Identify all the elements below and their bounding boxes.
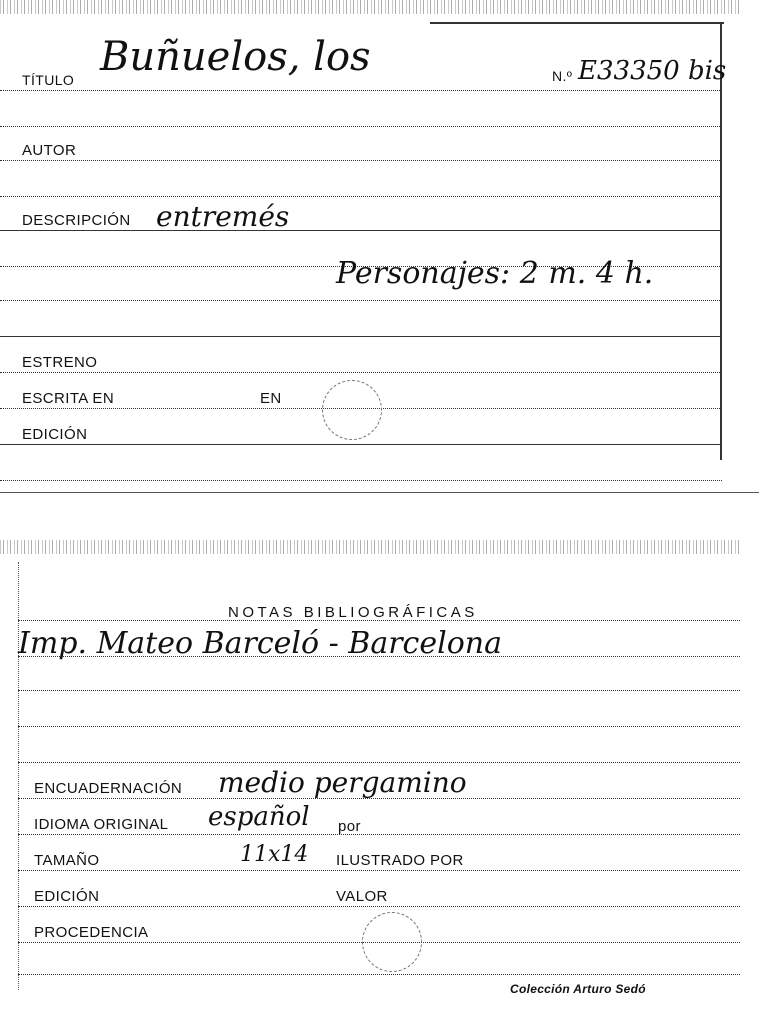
- rule-descripcion: [0, 230, 722, 231]
- tamano-label: TAMAÑO: [34, 852, 100, 869]
- numero-label: N.º: [552, 68, 573, 84]
- tamano-value: 11x14: [240, 842, 309, 867]
- rule-edicion: [18, 906, 740, 907]
- rule-2: [0, 126, 722, 127]
- rule-personajes: [0, 300, 722, 301]
- descripcion-value: entremés: [156, 200, 290, 233]
- catalog-record-card: [0, 0, 740, 490]
- encuadernacion-label: ENCUADERNACIÓN: [34, 780, 183, 797]
- idioma-original-value: español: [208, 802, 310, 832]
- rule-estreno: [0, 372, 722, 373]
- estreno-label: ESTRENO: [22, 354, 98, 371]
- rule-autor: [0, 160, 722, 161]
- titulo-value: Buñuelos, los: [100, 34, 371, 80]
- rule-12: [0, 480, 722, 481]
- rule-titulo: [0, 90, 722, 91]
- card-divider: [0, 492, 759, 493]
- rule-4: [0, 196, 722, 197]
- escrita-en-label: ESCRITA EN: [22, 390, 115, 407]
- personajes-value: Personajes: 2 m. 4 h.: [336, 256, 654, 291]
- rule-edicion: [0, 444, 722, 445]
- imprenta-value: Imp. Mateo Barceló - Barcelona: [18, 626, 502, 661]
- descripcion-label: DESCRIPCIÓN: [22, 212, 131, 229]
- rule-12: [18, 974, 740, 975]
- numero-value: E33350 bis: [578, 56, 727, 86]
- titulo-label: TÍTULO: [22, 72, 75, 88]
- rule-8: [0, 336, 722, 337]
- por-label: por: [338, 818, 361, 835]
- edicion-label: EDICIÓN: [34, 888, 100, 905]
- valor-label: VALOR: [336, 888, 388, 905]
- idioma-original-label: IDIOMA ORIGINAL: [34, 816, 169, 833]
- rule-3: [18, 690, 740, 691]
- card-edge-texture: [0, 540, 740, 554]
- card-frame-right: [720, 22, 722, 460]
- card-frame-top: [430, 22, 724, 24]
- rule-tamano: [18, 870, 740, 871]
- hole-punch-mark: [362, 912, 422, 972]
- bibliographic-notes-card: [0, 540, 740, 1010]
- encuadernacion-value: medio pergamino: [218, 766, 467, 799]
- procedencia-label: PROCEDENCIA: [34, 924, 149, 941]
- rule-idioma: [18, 834, 740, 835]
- hole-punch-mark: [322, 380, 382, 440]
- notes-heading: NOTAS BIBLIOGRÁFICAS: [228, 604, 478, 621]
- autor-label: AUTOR: [22, 142, 77, 159]
- rule-5: [18, 762, 740, 763]
- edicion-label: EDICIÓN: [22, 426, 88, 443]
- ilustrado-por-label: ILUSTRADO POR: [336, 852, 464, 869]
- en-label: EN: [260, 390, 282, 407]
- rule-4: [18, 726, 740, 727]
- coleccion-label: Colección Arturo Sedó: [510, 982, 646, 996]
- card-edge-texture: [0, 0, 740, 14]
